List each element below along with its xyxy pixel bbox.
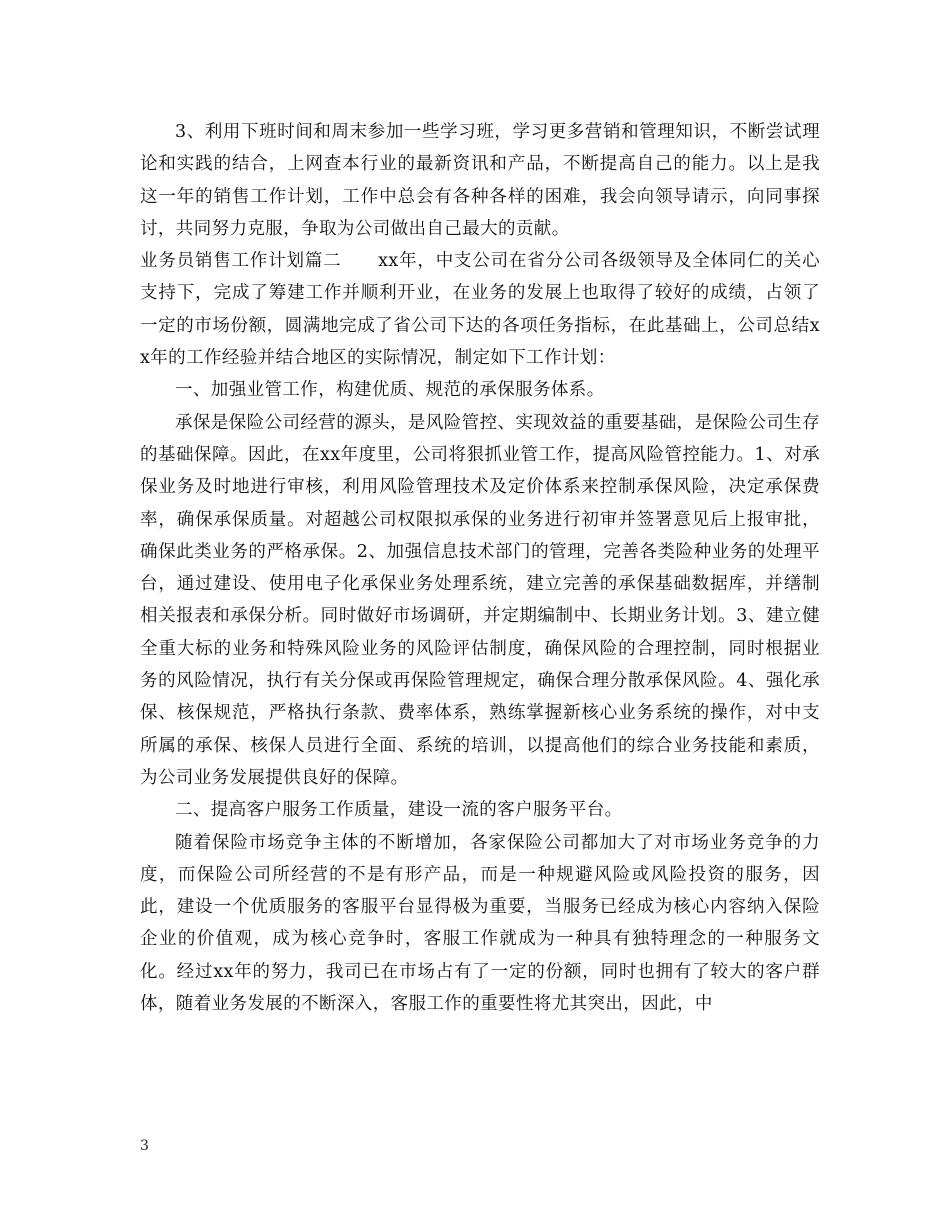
page-number: 3	[140, 1138, 149, 1154]
heading-underwriting: 一、加强业管工作，构建优质、规范的承保服务体系。	[175, 380, 605, 401]
document-body	[140, 116, 820, 1020]
paragraph-customer-service: 随着保险市场竞争主体的不断增加，各家保险公司都加大了对市场业务竞争的力度，而保险公司所经营的不是有形产品，而是一种规避风险或风险投资的服务，因此，建设一个优质服务的客服平台显得极为重要，当服务已经成为核心内容纳入保险企业的价值观，成为核心竞争时，客服工作就成为一种具有独特理念的一种服务文化。经过xx年的努力，我司已在市场占有了一定的份额，同时也拥有了较大的客户群体，随着业务发展的不断深入，客服工作的重要性将尤其突出，因此，中	[140, 832, 820, 1015]
heading-customer-service: 二、提高客户服务工作质量，建设一流的客户服务平台。	[175, 800, 623, 821]
paragraph-study-plan: 3、利用下班时间和周末参加一些学习班，学习更多营销和管理知识，不断尝试理论和实践的结合，上网查本行业的最新资讯和产品，不断提高自己的能力。以上是我这一年的销售工作计划，工作中总会有各种各样的困难，我会向领导请示，向同事探讨，共同努力克服，争取为公司做出自己最大的贡献。	[140, 122, 820, 239]
paragraph-plan-two-intro: 业务员销售工作计划篇二 xx年，中支公司在省分公司各级领导及全体同仁的关心支持下，完成了筹建工作并顺利开业，在业务的发展上也取得了较好的成绩，占领了一定的市场份额，圆满地完成了省公司下达的各项任务指标，在此基础上，公司总结xx年的工作经验并结合地区的实际情况，制定如下工作计划：	[140, 251, 820, 369]
paragraph-underwriting: 承保是保险公司经营的源头，是风险管控、实现效益的重要基础，是保险公司生存的基础保障。因此，在xx年度里，公司将狠抓业管工作，提高风险管控能力。1、对承保业务及时地进行审核，利用风险管理技术及定价体系来控制承保风险，决定承保费率，确保承保质量。对超越公司权限拟承保的业务进行初审并签署意见后上报审批，确保此类业务的严格承保。2、加强信息技术部门的管理，完善各类险种业务的处理平台，通过建设、使用电子化承保业务处理系统，建立完善的承保基础数据库，并缮制相关报表和承保分析。同时做好市场调研，并定期编制中、长期业务计划。3、建立健全重大标的业务和特殊风险业务的风险评估制度，确保风险的合理控制，同时根据业务的风险情况，执行有关分保或再保险管理规定，确保合理分散承保风险。4、强化承保、核保规范，严格执行条款、费率体系，熟练掌握新核心业务系统的操作，对中支所属的承保、核保人员进行全面、系统的培训，以提高他们的综合业务技能和素质，为公司业务发展提供良好的保障。	[140, 412, 820, 788]
